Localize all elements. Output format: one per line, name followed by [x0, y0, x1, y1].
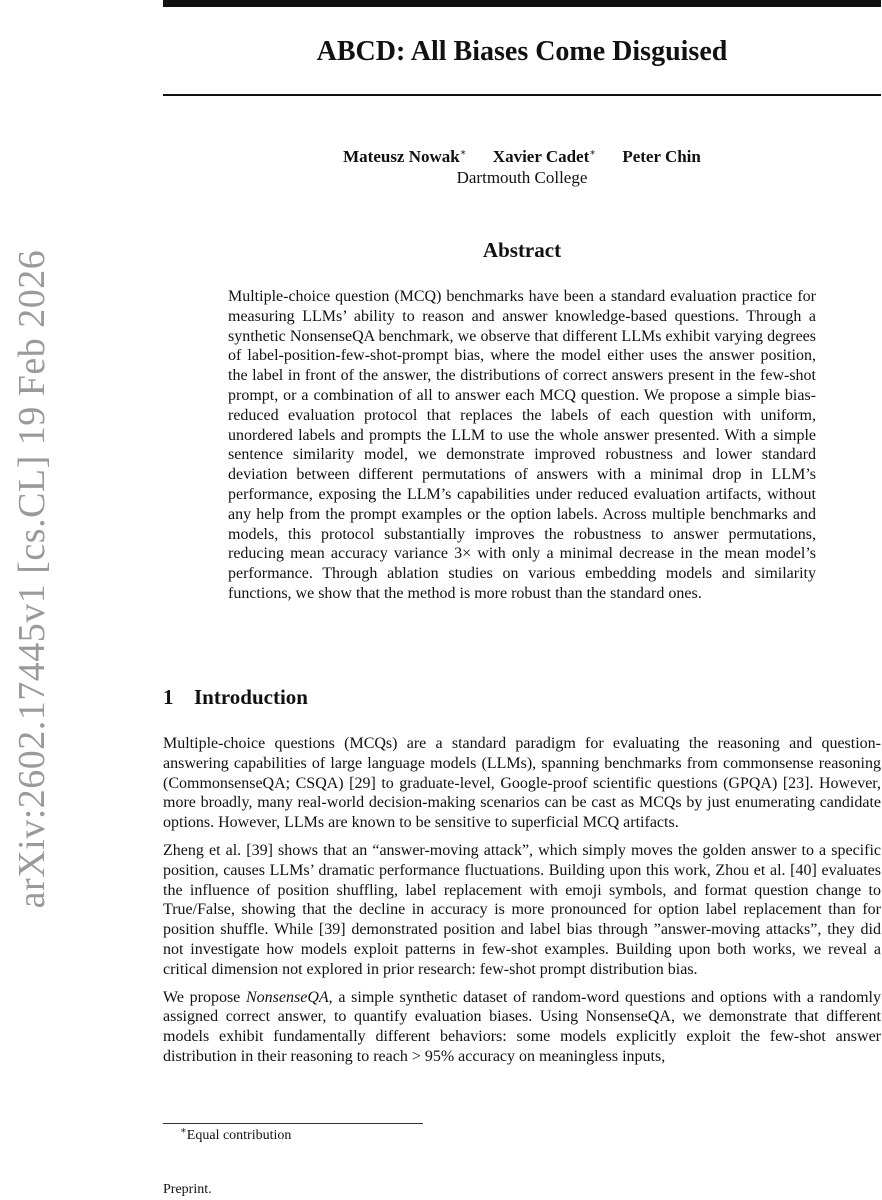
top-rule — [163, 0, 881, 7]
intro-paragraph-3: We propose NonsenseQA, a simple synthetic dataset of random-word questions and options with a randomly assigned correct answer, to quantify evaluation biases. Using NonsenseQA, we demonstrate that different models exhibit fundamentally different behaviors: some models explicitly exploit the few-shot answer distribution in their reasoning to reach > 95% accuracy on meaningless inputs, — [163, 988, 882, 1065]
section-title: Introduction — [194, 685, 308, 709]
footnote: ∗Equal contribution — [180, 1125, 292, 1143]
arxiv-identifier[interactable]: arXiv:2602.17445v1 [cs.CL] 19 Feb 2026 — [11, 249, 53, 909]
affiliation: Dartmouth College — [456, 168, 588, 187]
footnote-rule — [163, 1123, 423, 1124]
section-heading — [163, 684, 881, 710]
author-block — [163, 146, 881, 188]
paper-title: ABCD: All Biases Come Disguised — [316, 36, 728, 67]
abstract-heading: Abstract — [482, 238, 562, 262]
section-number: 1 — [163, 685, 174, 709]
author-list — [163, 146, 881, 167]
author-3: Peter Chin — [622, 147, 701, 166]
introduction-body — [163, 734, 881, 1075]
intro-paragraph-1: Multiple-choice questions (MCQs) are a standard paradigm for evaluating the reasoning and question-answering capabilities of large language models (LLMs), spanning benchmarks from commonsense reasoning (CommonsenseQA; CSQA) [29] to graduate-level, Google-proof scientific questions (GPQA) [23]. However, more broadly, many real-world decision-making scenarios can be cast as MCQs by just enumerating candidate options. However, LLMs are known to be sensitive to superficial MCQ artifacts. — [163, 735, 881, 832]
abstract-text: Multiple-choice question (MCQ) benchmarks have been a standard evaluation practice for measuring LLMs’ ability to reason and answer knowledge-based questions. Through a synthetic NonsenseQA benchmark, we observe that different LLMs exhibit varying degrees of label-position-few-shot-prompt bias, where the model either uses the answer position, the label in front of the answer, the distributions of correct answers present in the few-shot prompt, or a combination of all to answer each MCQ question. We propose a simple bias-reduced evaluation protocol that replaces the labels of each question with uniform, unordered labels and prompts the LLM to use the whole answer presented. With a simple sentence similarity model, we demonstrate improved robustness and lower standard deviation between different permutations of answers with a minimal drop in LLM’s performance, exposing the LLM’s capabilities under reduced evaluation artifacts, without any help from the prompt examples or the option labels. Across multiple benchmarks and models, this protocol substantially improves the robustness to answer permutations, reducing mean accuracy variance 3× with only a minimal decrease in the mean model’s performance. Through ablation studies on various embedding models and similarity functions, we show that the method is more robust than the standard ones. — [228, 288, 816, 602]
title-rule — [163, 94, 881, 96]
intro-paragraph-2: Zheng et al. [39] shows that an “answer-moving attack”, which simply moves the golden answer to a specific position, causes LLMs’ dramatic performance fluctuations. Building upon this work, Zhou et al. [40] evaluates the influence of position shuffling, label replacement with emoji symbols, and format question change to True/False, showing that the decline in accuracy is more pronounced for option label replacement than for position shuffle. While [39] demonstrated position and label bias through ”answer-moving attacks”, they did not investigate how models exploit patterns in few-shot examples. Building upon both works, we reveal a critical dimension not explored in prior research: few-shot prompt distribution bias. — [163, 841, 881, 978]
footer-preprint: Preprint. — [163, 1182, 212, 1197]
dataset-name: NonsenseQA — [246, 988, 329, 1006]
author-2: Xavier Cadet∗ — [492, 147, 597, 166]
author-1: Mateusz Nowak∗ — [343, 147, 467, 166]
